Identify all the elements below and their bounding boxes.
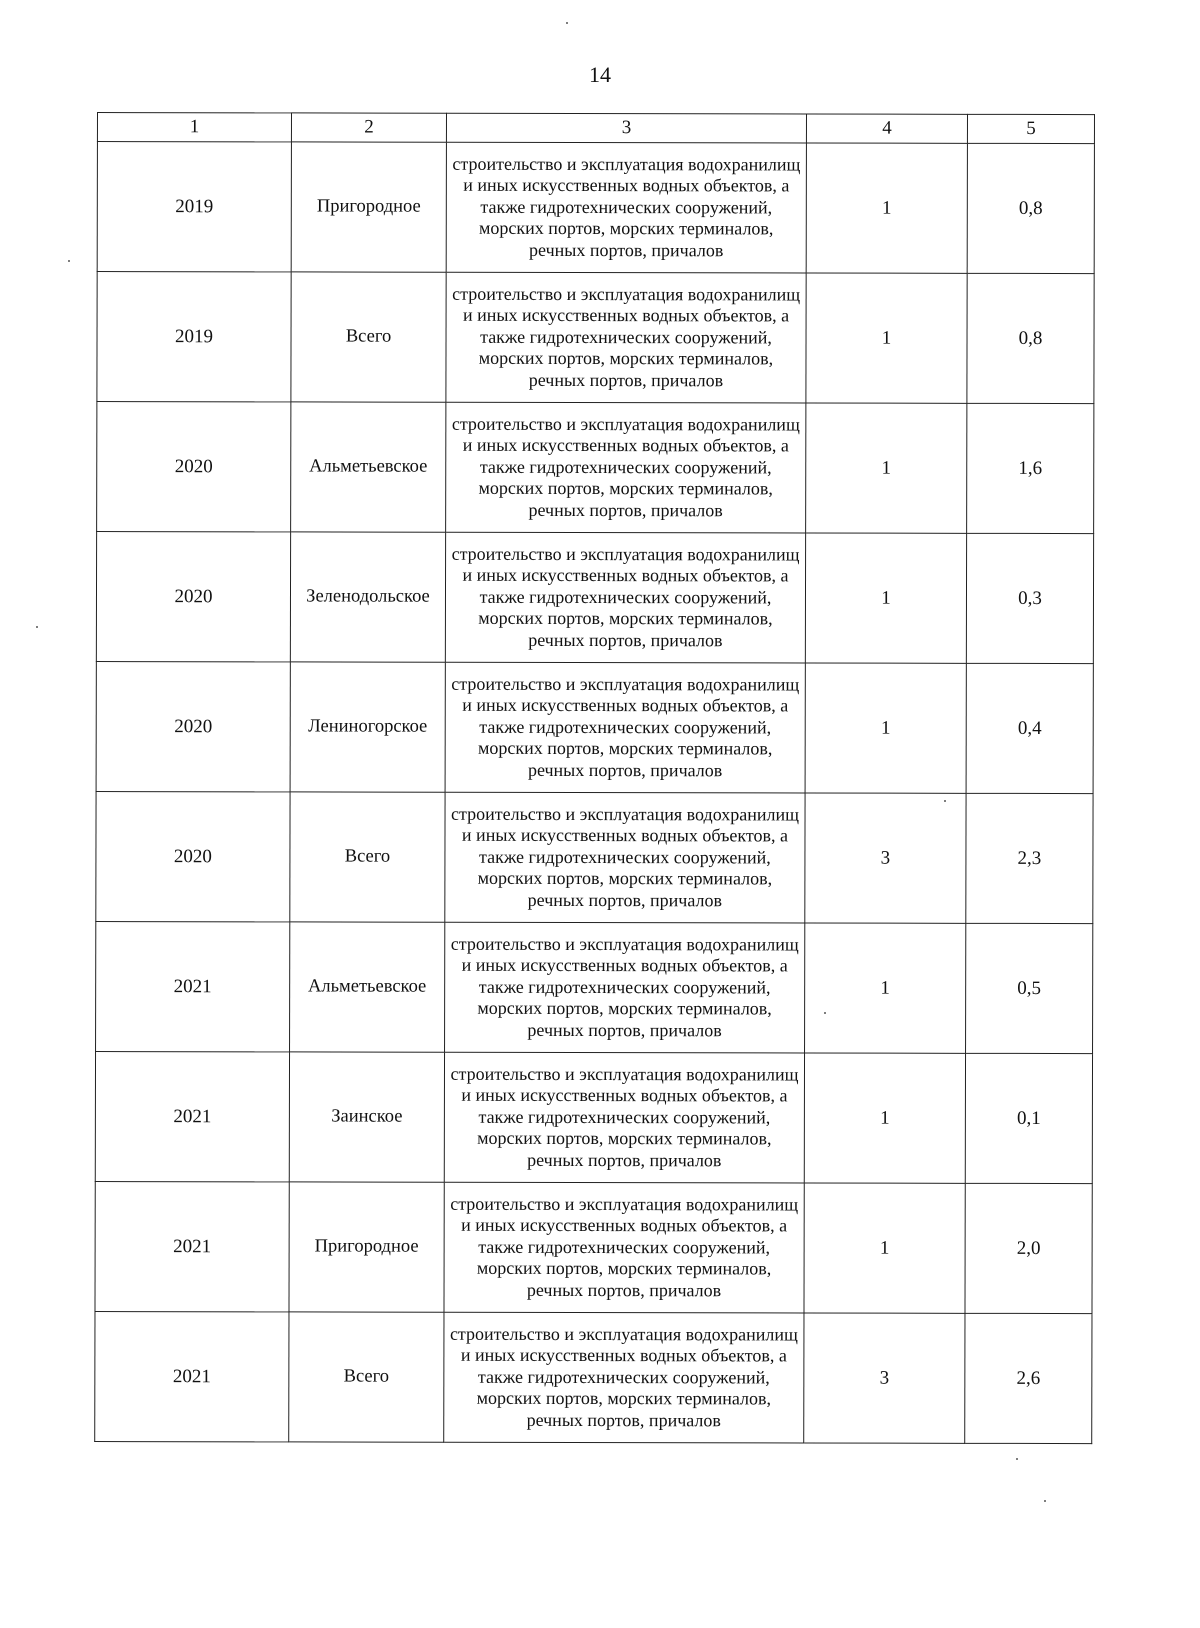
column-header: 3 (446, 113, 806, 143)
cell-value: 2,3 (966, 793, 1093, 923)
cell-count: 1 (806, 143, 967, 273)
cell-value: 2,0 (965, 1183, 1092, 1313)
column-header: 4 (806, 114, 967, 143)
cell-value: 0,3 (966, 533, 1093, 663)
cell-count: 1 (805, 533, 966, 663)
table-row (96, 661, 1093, 793)
cell-region: Зеленодольское (290, 532, 445, 662)
cell-count: 1 (806, 273, 967, 403)
column-header: 5 (967, 114, 1094, 143)
cell-year: 2019 (97, 272, 291, 402)
cell-count: 3 (804, 1313, 965, 1443)
cell-purpose: строительство и эксплуатация водохранилищ и иных искусственных водных объектов, а также гидротехнических сооружений, морских портов, морских терминалов, речных портов, причалов (445, 922, 805, 1053)
cell-region: Альметьевское (290, 922, 445, 1052)
scan-speck (36, 626, 38, 628)
cell-region: Всего (290, 792, 445, 922)
cell-value: 0,5 (966, 923, 1093, 1053)
cell-count: 1 (806, 403, 967, 533)
scan-speck (68, 260, 70, 262)
table-row (95, 1051, 1092, 1183)
cell-year: 2019 (97, 142, 291, 272)
cell-region: Пригородное (289, 1182, 444, 1312)
table-row (96, 791, 1093, 923)
table-row (95, 1181, 1092, 1313)
cell-count: 1 (804, 1183, 965, 1313)
page-number: 14 (589, 62, 611, 87)
cell-year: 2021 (95, 1311, 289, 1441)
scan-speck (1016, 1458, 1018, 1460)
cell-region: Лениногорское (290, 662, 445, 792)
cell-year: 2021 (95, 1051, 289, 1181)
table-row (96, 532, 1093, 664)
cell-purpose: строительство и эксплуатация водохранилищ и иных искусственных водных объектов, а также гидротехнических сооружений, морских портов, морских терминалов, речных портов, причалов (445, 792, 805, 923)
column-header: 1 (97, 113, 291, 142)
cell-purpose: строительство и эксплуатация водохранилищ и иных искусственных водных объектов, а также гидротехнических сооружений, морских портов, морских терминалов, речных портов, причалов (444, 1182, 804, 1313)
cell-count: 1 (805, 923, 966, 1053)
cell-value: 0,1 (965, 1053, 1092, 1183)
data-table (94, 112, 1095, 1444)
scan-speck (566, 22, 568, 24)
cell-purpose: строительство и эксплуатация водохранилищ и иных искусственных водных объектов, а также гидротехнических сооружений, морских портов, морских терминалов, речных портов, причалов (446, 402, 806, 533)
cell-region: Всего (291, 272, 446, 402)
cell-region: Пригородное (291, 142, 446, 272)
cell-purpose: строительство и эксплуатация водохранилищ и иных искусственных водных объектов, а также гидротехнических сооружений, морских портов, морских терминалов, речных портов, причалов (444, 1312, 804, 1443)
cell-count: 3 (805, 793, 966, 923)
cell-purpose: строительство и эксплуатация водохранилищ и иных искусственных водных объектов, а также гидротехнических сооружений, морских портов, морских терминалов, речных портов, причалов (446, 272, 806, 403)
table-row (97, 402, 1094, 534)
cell-purpose: строительство и эксплуатация водохранилищ и иных искусственных водных объектов, а также гидротехнических сооружений, морских портов, морских терминалов, речных портов, причалов (445, 662, 805, 793)
cell-purpose: строительство и эксплуатация водохранилищ и иных искусственных водных объектов, а также гидротехнических сооружений, морских портов, морских терминалов, речных портов, причалов (445, 532, 805, 663)
cell-value: 0,8 (967, 273, 1094, 403)
cell-count: 1 (804, 1053, 965, 1183)
cell-purpose: строительство и эксплуатация водохранилищ и иных искусственных водных объектов, а также гидротехнических сооружений, морских портов, морских терминалов, речных портов, причалов (444, 1052, 804, 1183)
cell-year: 2020 (96, 791, 290, 921)
cell-count: 1 (805, 663, 966, 793)
cell-purpose: строительство и эксплуатация водохранилищ и иных искусственных водных объектов, а также гидротехнических сооружений, морских портов, морских терминалов, речных портов, причалов (446, 142, 806, 273)
cell-year: 2020 (96, 532, 290, 662)
table-header-row (97, 113, 1094, 144)
cell-value: 2,6 (965, 1313, 1092, 1443)
table-row (95, 1311, 1092, 1443)
scan-speck (1044, 1500, 1046, 1502)
table-row (97, 142, 1094, 274)
cell-region: Всего (289, 1312, 444, 1442)
cell-value: 1,6 (967, 403, 1094, 533)
cell-year: 2020 (96, 661, 290, 791)
cell-region: Заинское (289, 1052, 444, 1182)
scan-speck (944, 800, 946, 802)
table-row (97, 272, 1094, 404)
cell-year: 2021 (95, 1181, 289, 1311)
column-header: 2 (291, 113, 446, 142)
cell-region: Альметьевское (291, 402, 446, 532)
cell-value: 0,8 (967, 143, 1094, 273)
scan-speck (824, 1012, 826, 1014)
cell-year: 2020 (97, 402, 291, 532)
table-row (96, 921, 1093, 1053)
cell-year: 2021 (96, 921, 290, 1051)
cell-value: 0,4 (966, 663, 1093, 793)
